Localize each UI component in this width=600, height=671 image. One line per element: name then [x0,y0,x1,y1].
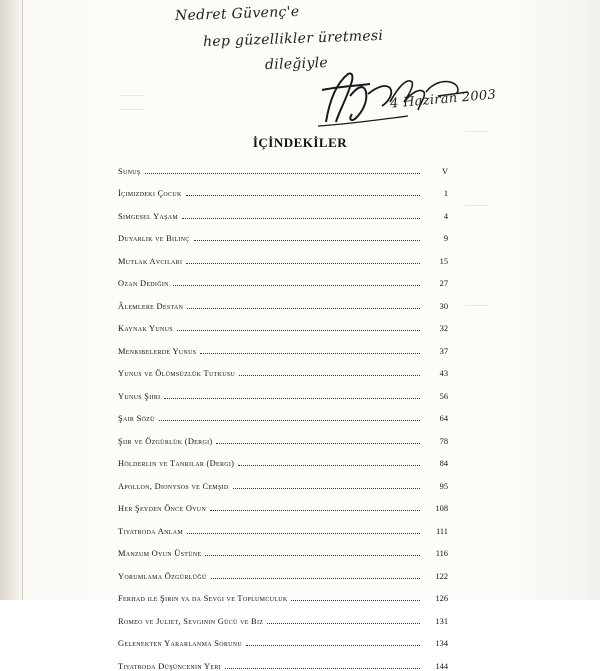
toc-entry [118,221,448,244]
toc-entry [118,333,448,356]
toc-entry [118,536,448,559]
toc-entry-title: Âlemlere Destan [118,301,184,311]
inscription-line-1: Nedret Güvenç'e [174,3,300,25]
toc-entry-page: 15 [439,256,448,266]
book-binding [0,0,22,600]
toc-leader-dots [211,577,420,579]
toc-leader-dots [194,239,420,241]
bleed-through-mark: ——— [120,90,144,99]
toc-entry [118,648,448,671]
toc-entry [118,401,448,424]
toc-entry [118,266,448,289]
toc-entry-title: Gelenekten Yararlanma Sorunu [118,639,243,648]
toc-entry-page: 37 [439,346,448,356]
inscription-line-3: dileğiyle [264,54,329,74]
toc-entry [118,603,448,626]
toc-entry-title: Şair Sözü [118,414,155,423]
toc-entry-title: Mutlak Avcıları [118,256,183,266]
toc-entry-page: 27 [439,279,448,288]
toc-entry-page: 32 [439,324,448,333]
toc-leader-dots [205,554,420,556]
toc-entry [118,356,448,379]
page-shadow [500,0,600,600]
toc-entry [118,468,448,491]
toc-entry [118,153,448,176]
toc-entry-title: Ozan Dediğin [118,279,169,288]
toc-entry-title: Manzum Oyun Üstüne [118,549,202,558]
toc-entry-page: 108 [435,504,448,513]
table-of-contents [118,153,448,671]
toc-entry-title: Kaynak Yunus [118,324,173,333]
toc-leader-dots [187,307,420,309]
toc-entry [118,423,448,446]
toc-entry-title: Tiyatroda Düşüncenin Yeri [118,661,221,671]
toc-entry [118,288,448,311]
toc-entry-title: Ferhad ile Şirin ya da Sevgi ve Toplumculuk [118,594,288,603]
toc-entry-title: Hölderlin ve Tanrılar (Dergi) [118,459,235,468]
toc-leader-dots [233,487,421,489]
toc-entry-page: V [441,166,448,176]
toc-leader-dots [246,644,420,646]
toc-leader-dots [173,284,420,286]
bleed-through-mark: ——— [465,126,489,135]
toc-entry-page: 56 [439,391,448,401]
toc-entry-page: 1 [443,189,448,198]
toc-leader-dots [159,419,420,421]
toc-entry-page: 144 [435,661,448,671]
toc-entry-page: 134 [435,639,448,648]
bleed-through-mark: ——— [465,200,489,209]
toc-entry-page: 43 [439,369,448,378]
toc-entry-page: 64 [439,414,448,423]
toc-entry-page: 111 [436,526,448,536]
toc-entry [118,513,448,536]
toc-entry [118,176,448,199]
toc-entry [118,491,448,514]
toc-entry-page: 4 [443,211,448,221]
toc-entry [118,311,448,334]
toc-entry-title: Sunuş [118,166,141,176]
toc-entry-page: 131 [435,616,448,626]
toc-entry-title: İçimizdeki Çocuk [118,189,182,198]
toc-entry-page: 95 [439,481,448,491]
toc-entry-title: Yunus Şiiri [118,391,161,401]
toc-entry-page: 9 [443,234,448,243]
toc-leader-dots [210,509,420,511]
toc-entry-title: Romeo ve Juliet, Sevginin Gücü ve Biz [118,616,264,626]
toc-leader-dots [291,599,420,601]
bleed-through-mark: ——— [120,104,144,113]
toc-entry-title: Yunus ve Ölümsüzlük Tutkusu [118,369,236,378]
toc-entry-title: Menkıbelerde Yunus [118,346,197,356]
toc-entry [118,378,448,401]
toc-entry-page: 30 [439,301,448,311]
toc-entry-title: Her Şeyden Önce Oyun [118,504,207,513]
toc-entry [118,626,448,649]
toc-leader-dots [200,352,420,354]
toc-entry-title: Simgesel Yaşam [118,211,179,221]
toc-entry [118,198,448,221]
bleed-through-mark: ——— [465,300,489,309]
toc-leader-dots [145,172,421,174]
toc-leader-dots [239,374,420,376]
toc-entry [118,446,448,469]
toc-entry-page: 78 [439,436,448,446]
toc-entry-page: 84 [439,459,448,468]
toc-entry-title: Tiyatroda Anlam [118,526,183,536]
toc-entry [118,243,448,266]
toc-heading: İÇİNDEKİLER [252,135,348,150]
toc-entry-title: Duyarlık ve Bilinç [118,234,190,243]
toc-entry-title: Apollon, Dionysos ve Cemşid [118,481,229,491]
toc-leader-dots [187,532,420,534]
toc-leader-dots [238,464,420,466]
toc-entry-page: 122 [435,571,448,581]
inscription-line-2: hep güzellikler üretmesi [202,27,384,51]
toc-entry [118,558,448,581]
toc-leader-dots [164,397,420,399]
toc-leader-dots [177,329,420,331]
toc-leader-dots [267,622,420,624]
toc-entry-page: 126 [435,594,448,603]
toc-leader-dots [182,217,420,219]
toc-entry-page: 116 [435,549,448,558]
toc-leader-dots [186,262,420,264]
toc-leader-dots [225,667,420,669]
toc-leader-dots [216,442,420,444]
toc-entry-title: Yorumlama Özgürlüğü [118,571,207,581]
binding-edge [22,0,23,600]
toc-leader-dots [186,194,420,196]
toc-entry-title: Şiir ve Özgürlük (Dergi) [118,436,213,446]
inscription-date: 4 Haziran 2003 [389,87,497,112]
